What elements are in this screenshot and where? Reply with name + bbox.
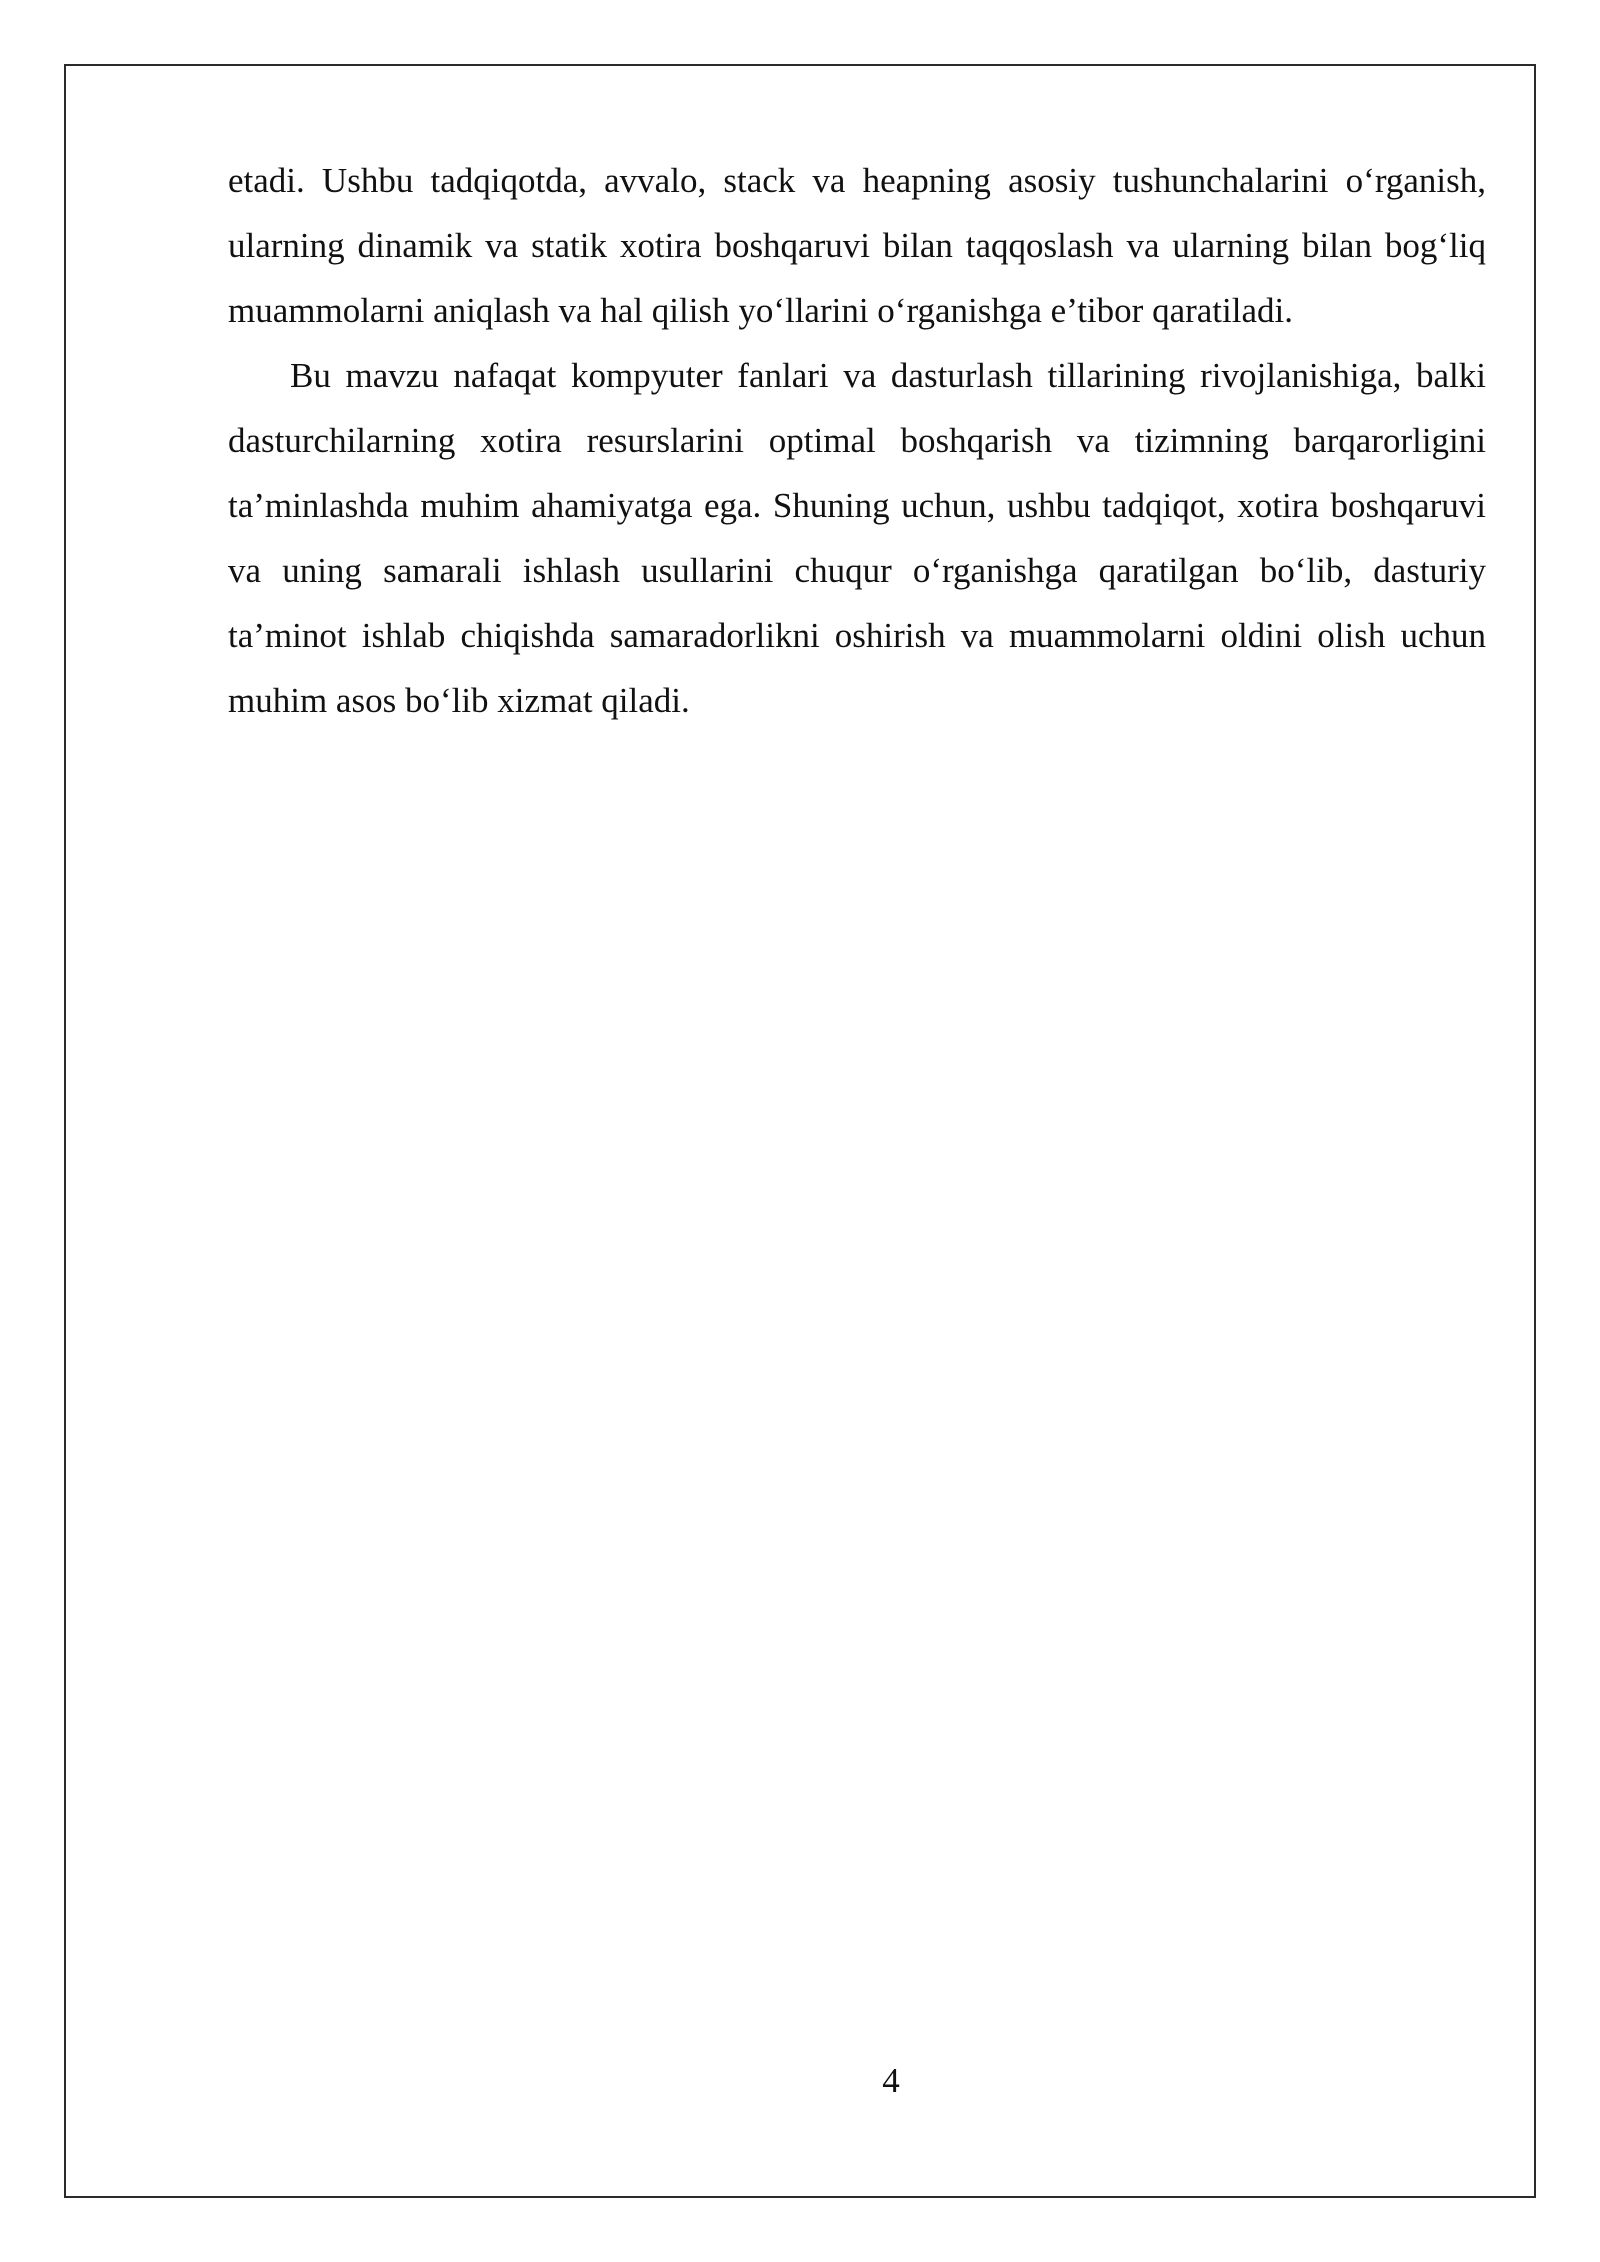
paragraph-continuation: etadi. Ushbu tadqiqotda, avvalo, stack va heapning asosiy tushunchalarini o‘rganish, ularning dinamik va statik xotira boshqaruvi bilan taqqoslash va ularning bilan bog‘liq muammolarni aniqlash va hal qilish yo‘llarini o‘rganishga e’tibor qaratiladi. bbox=[228, 161, 1486, 330]
paragraph-significance: Bu mavzu nafaqat kompyuter fanlari va dasturlash tillarining rivojlanishiga, balki dasturchilarning xotira resurslarini optimal boshqarish va tizimning barqarorligini ta’minlashda muhim ahamiyatga ega. Shuning uchun, ushbu tadqiqot, xotira boshqaruvi va uning samarali ishlash usullarini chuqur o‘rganishga qaratilgan bo‘lib, dasturiy ta’minot ishlab chiqishda samaradorlikni oshirish va muammolarni oldini olish uchun muhim asos bo‘lib xizmat qiladi. bbox=[228, 356, 1486, 720]
body-text bbox=[228, 148, 1486, 733]
page-number: 4 bbox=[882, 2061, 900, 2100]
